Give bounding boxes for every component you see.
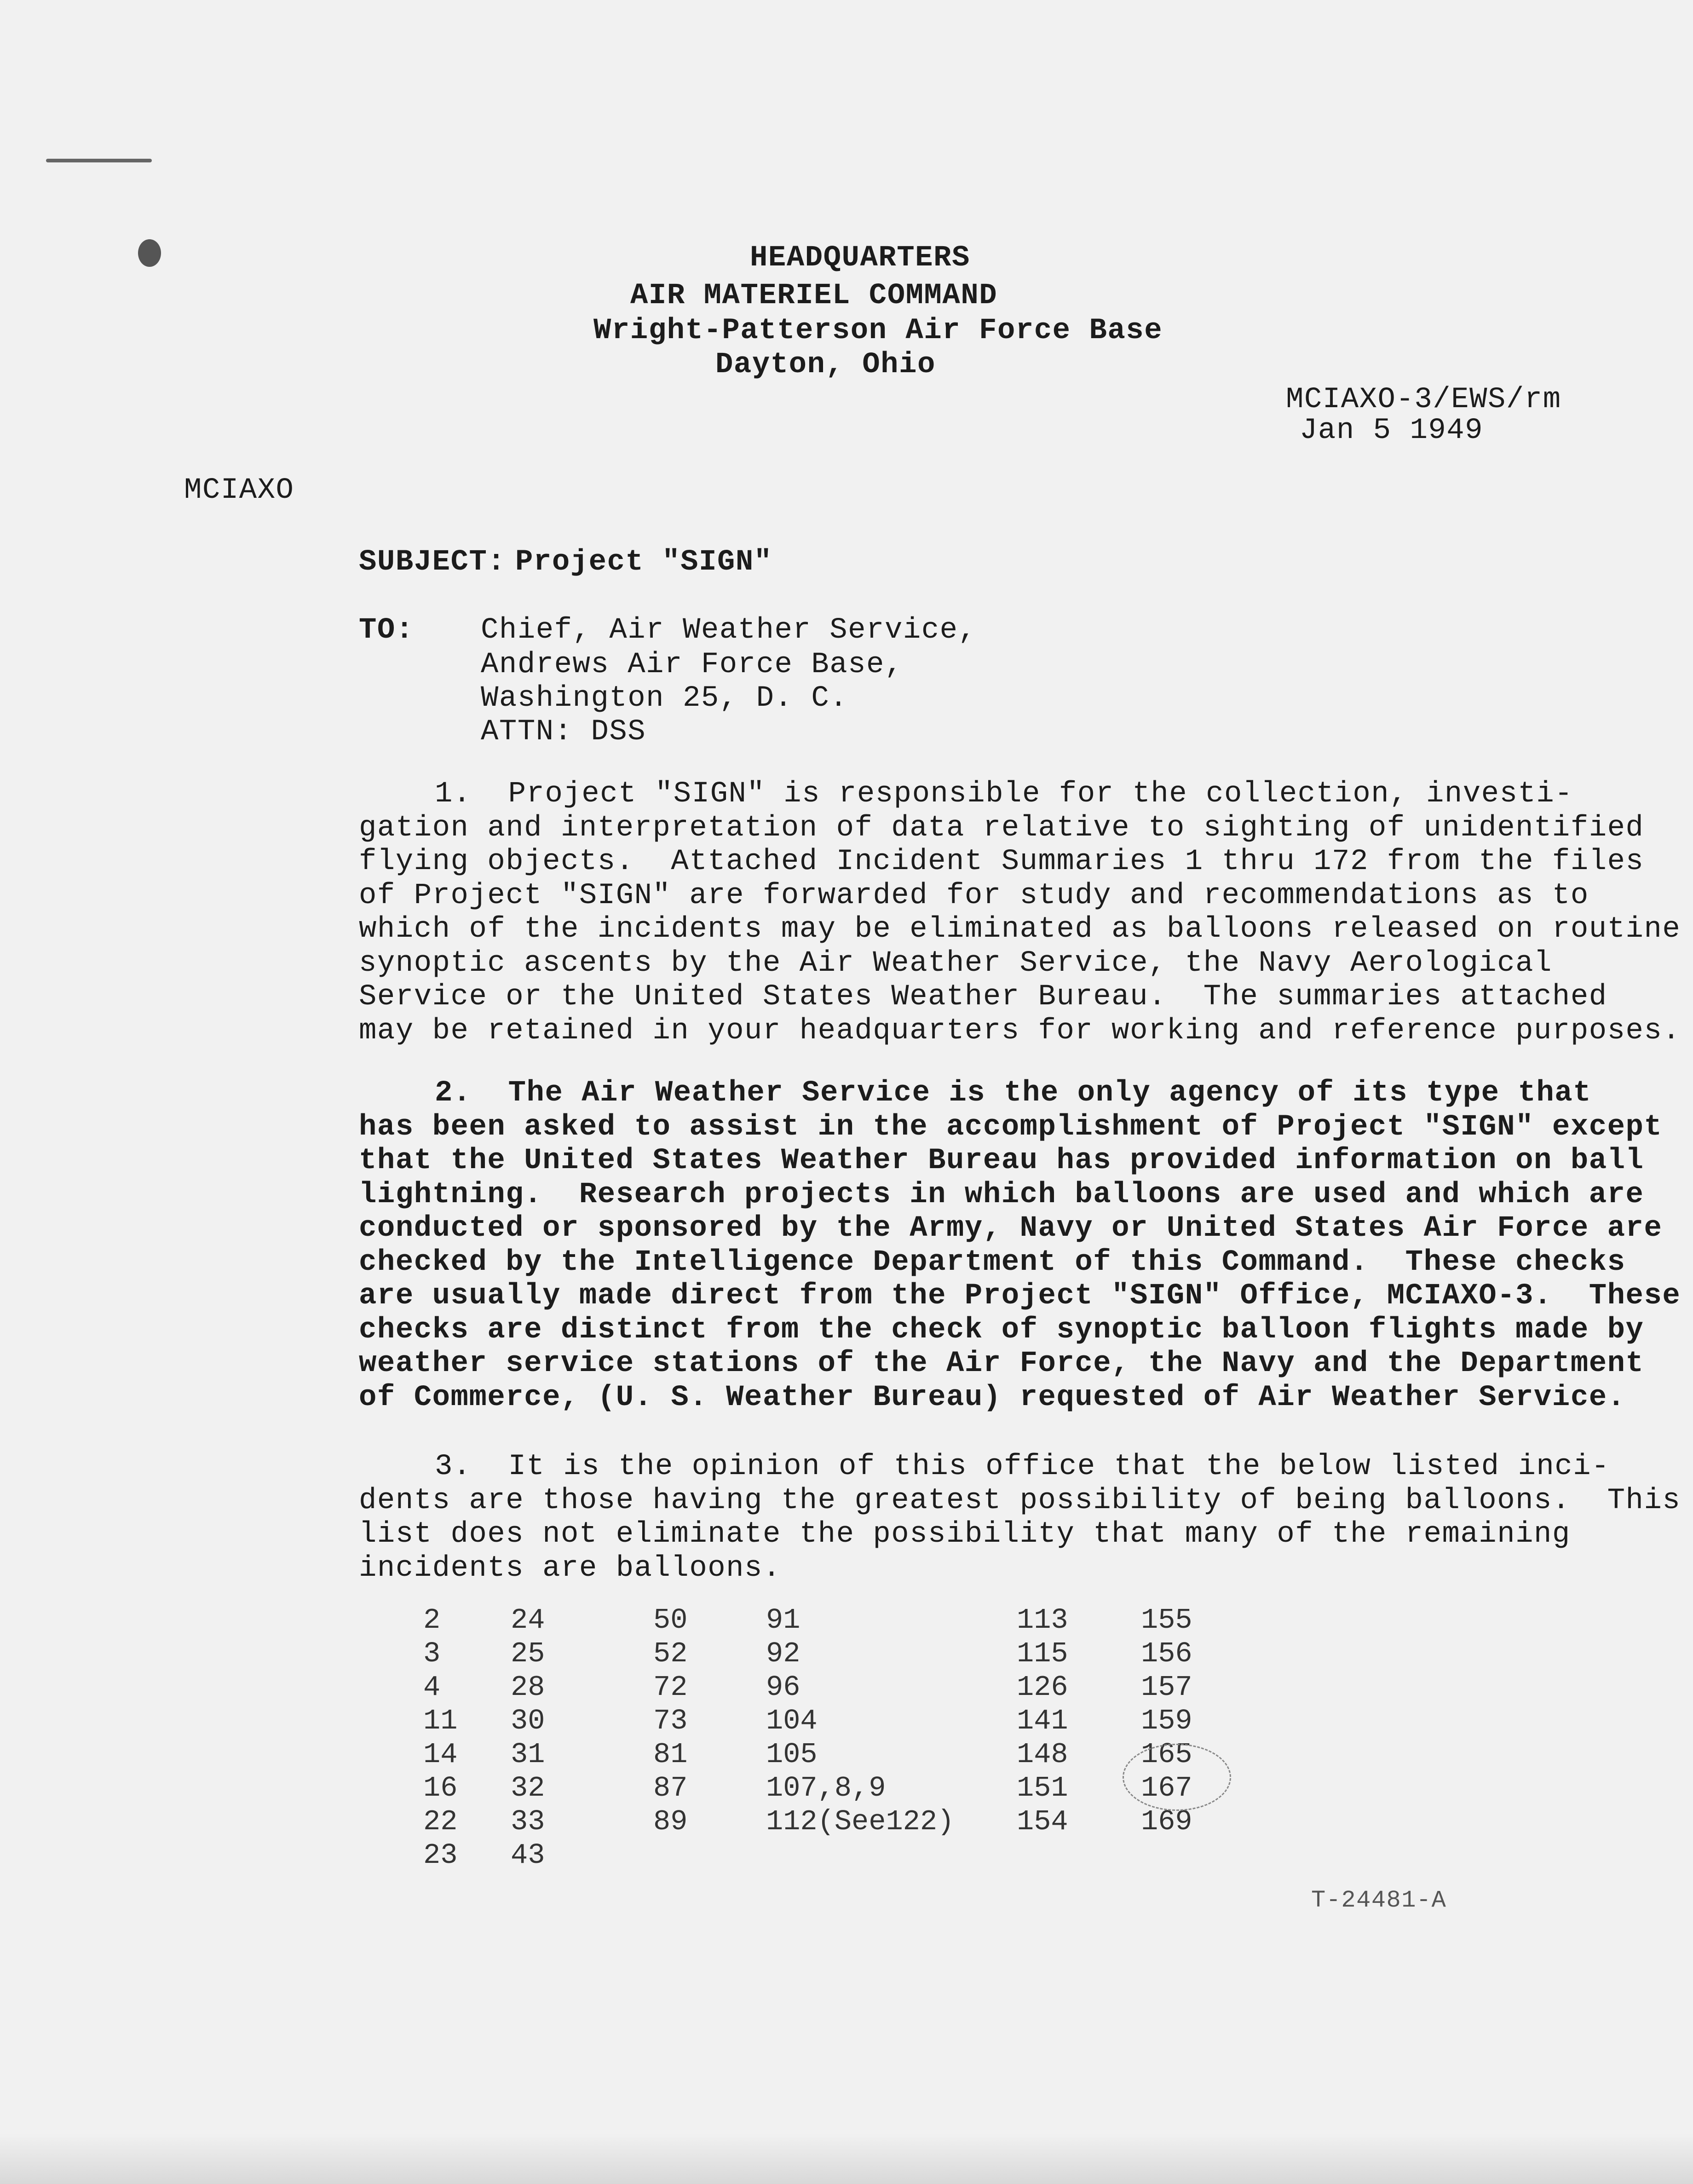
incident-number: 28 xyxy=(511,1671,545,1704)
incident-number: 2 xyxy=(423,1604,441,1637)
incident-number: 81 xyxy=(653,1738,688,1771)
incident-number: 43 xyxy=(511,1839,545,1872)
scan-smudge xyxy=(46,159,152,162)
incident-number: 105 xyxy=(766,1738,818,1771)
paragraph-1-line: which of the incidents may be eliminated as balloons released on routine xyxy=(359,913,1681,946)
address-line: Chief, Air Weather Service, xyxy=(481,614,977,647)
subject-label: SUBJECT: xyxy=(359,546,506,579)
paragraph-1-line: gation and interpretation of data relative to sighting of unidentified xyxy=(359,811,1644,845)
incident-number: 112(See122) xyxy=(766,1805,955,1838)
document-date: Jan 5 1949 xyxy=(1300,414,1484,447)
page-bottom-edge xyxy=(0,2133,1693,2184)
incident-number: 73 xyxy=(653,1705,688,1737)
incident-number: 159 xyxy=(1141,1705,1192,1737)
paragraph-1-line: 1. Project "SIGN" is responsible for the collection, investi- xyxy=(435,778,1573,811)
paragraph-3-line: incidents are balloons. xyxy=(359,1551,781,1585)
incident-number: 87 xyxy=(653,1772,688,1804)
incident-number: 167 xyxy=(1141,1772,1192,1804)
incident-number: 22 xyxy=(423,1805,458,1838)
paragraph-1-line: flying objects. Attached Incident Summaries 1 thru 172 from the files xyxy=(359,845,1644,878)
paragraph-3-line: list does not eliminate the possibility that many of the remaining xyxy=(359,1518,1571,1551)
to-label: TO: xyxy=(359,614,414,647)
address-line: Andrews Air Force Base, xyxy=(481,648,903,681)
punch-hole-mark xyxy=(138,239,161,267)
letterhead-line-3: Wright-Patterson Air Force Base xyxy=(593,314,1163,347)
incident-number: 157 xyxy=(1141,1671,1192,1704)
incident-number: 141 xyxy=(1017,1705,1068,1737)
paragraph-2-line: lightning. Research projects in which balloons are used and which are xyxy=(359,1178,1644,1211)
address-line: Washington 25, D. C. xyxy=(481,682,848,715)
paragraph-1-line: may be retained in your headquarters for working and reference purposes. xyxy=(359,1014,1681,1048)
incident-number: 31 xyxy=(511,1738,545,1771)
incident-number: 3 xyxy=(423,1637,441,1670)
paragraph-1-line: Service or the United States Weather Bureau. The summaries attached xyxy=(359,980,1607,1014)
incident-number: 50 xyxy=(653,1604,688,1637)
incident-number: 33 xyxy=(511,1805,545,1838)
incident-number: 113 xyxy=(1017,1604,1068,1637)
incident-number: 154 xyxy=(1017,1805,1068,1838)
incident-number: 126 xyxy=(1017,1671,1068,1704)
paragraph-2-line: weather service stations of the Air Force, the Navy and the Department xyxy=(359,1347,1644,1380)
incident-number: 96 xyxy=(766,1671,800,1704)
incident-number: 16 xyxy=(423,1772,458,1804)
subject-value: Project "SIGN" xyxy=(515,546,772,579)
letterhead-line-1: HEADQUARTERS xyxy=(750,242,970,275)
incident-number: 92 xyxy=(766,1637,800,1670)
paragraph-2-line: checks are distinct from the check of synoptic balloon flights made by xyxy=(359,1313,1644,1347)
incident-number: 169 xyxy=(1141,1805,1192,1838)
paragraph-2-line: are usually made direct from the Project "SIGN" Office, MCIAXO-3. These xyxy=(359,1279,1681,1313)
incident-number: 14 xyxy=(423,1738,458,1771)
paragraph-2-line: has been asked to assist in the accomplishment of Project "SIGN" except xyxy=(359,1110,1663,1144)
incident-number: 72 xyxy=(653,1671,688,1704)
incident-number: 89 xyxy=(653,1805,688,1838)
letterhead-line-2: AIR MATERIEL COMMAND xyxy=(630,279,998,312)
address-line: ATTN: DSS xyxy=(481,715,646,749)
incident-number: 155 xyxy=(1141,1604,1192,1637)
incident-number: 23 xyxy=(423,1839,458,1872)
incident-number: 91 xyxy=(766,1604,800,1637)
paragraph-2-line: 2. The Air Weather Service is the only agency of its type that xyxy=(435,1077,1592,1110)
paragraph-2-line: of Commerce, (U. S. Weather Bureau) requested of Air Weather Service. xyxy=(359,1381,1626,1414)
paragraph-2-line: conducted or sponsored by the Army, Navy or United States Air Force are xyxy=(359,1212,1663,1245)
incident-number: 4 xyxy=(423,1671,441,1704)
incident-number: 156 xyxy=(1141,1637,1192,1670)
incident-number: 165 xyxy=(1141,1738,1192,1771)
paragraph-3-line: 3. It is the opinion of this office that the below listed inci- xyxy=(435,1450,1610,1483)
paragraph-2-line: checked by the Intelligence Department of this Command. These checks xyxy=(359,1245,1626,1279)
paragraph-2-line: that the United States Weather Bureau has provided information on ball xyxy=(359,1144,1644,1177)
archive-stamp: T-24481-A xyxy=(1311,1887,1447,1914)
incident-number: 104 xyxy=(766,1705,818,1737)
incident-number: 148 xyxy=(1017,1738,1068,1771)
incident-number: 11 xyxy=(423,1705,458,1737)
incident-number: 32 xyxy=(511,1772,545,1804)
incident-number: 115 xyxy=(1017,1637,1068,1670)
incident-number: 25 xyxy=(511,1637,545,1670)
incident-number: 30 xyxy=(511,1705,545,1737)
incident-number: 151 xyxy=(1017,1772,1068,1804)
paragraph-1-line: synoptic ascents by the Air Weather Service, the Navy Aerological xyxy=(359,946,1552,980)
paragraph-1-line: of Project "SIGN" are forwarded for study and recommendations as to xyxy=(359,879,1589,912)
incident-number: 24 xyxy=(511,1604,545,1637)
reference-number: MCIAXO-3/EWS/rm xyxy=(1286,383,1561,416)
incident-number: 107,8,9 xyxy=(766,1772,886,1804)
hand-drawn-circle xyxy=(1123,1744,1231,1811)
incident-number: 52 xyxy=(653,1637,688,1670)
paragraph-3-line: dents are those having the greatest possibility of being balloons. This xyxy=(359,1484,1681,1517)
letterhead-line-4: Dayton, Ohio xyxy=(715,348,936,381)
office-symbol: MCIAXO xyxy=(184,474,294,507)
